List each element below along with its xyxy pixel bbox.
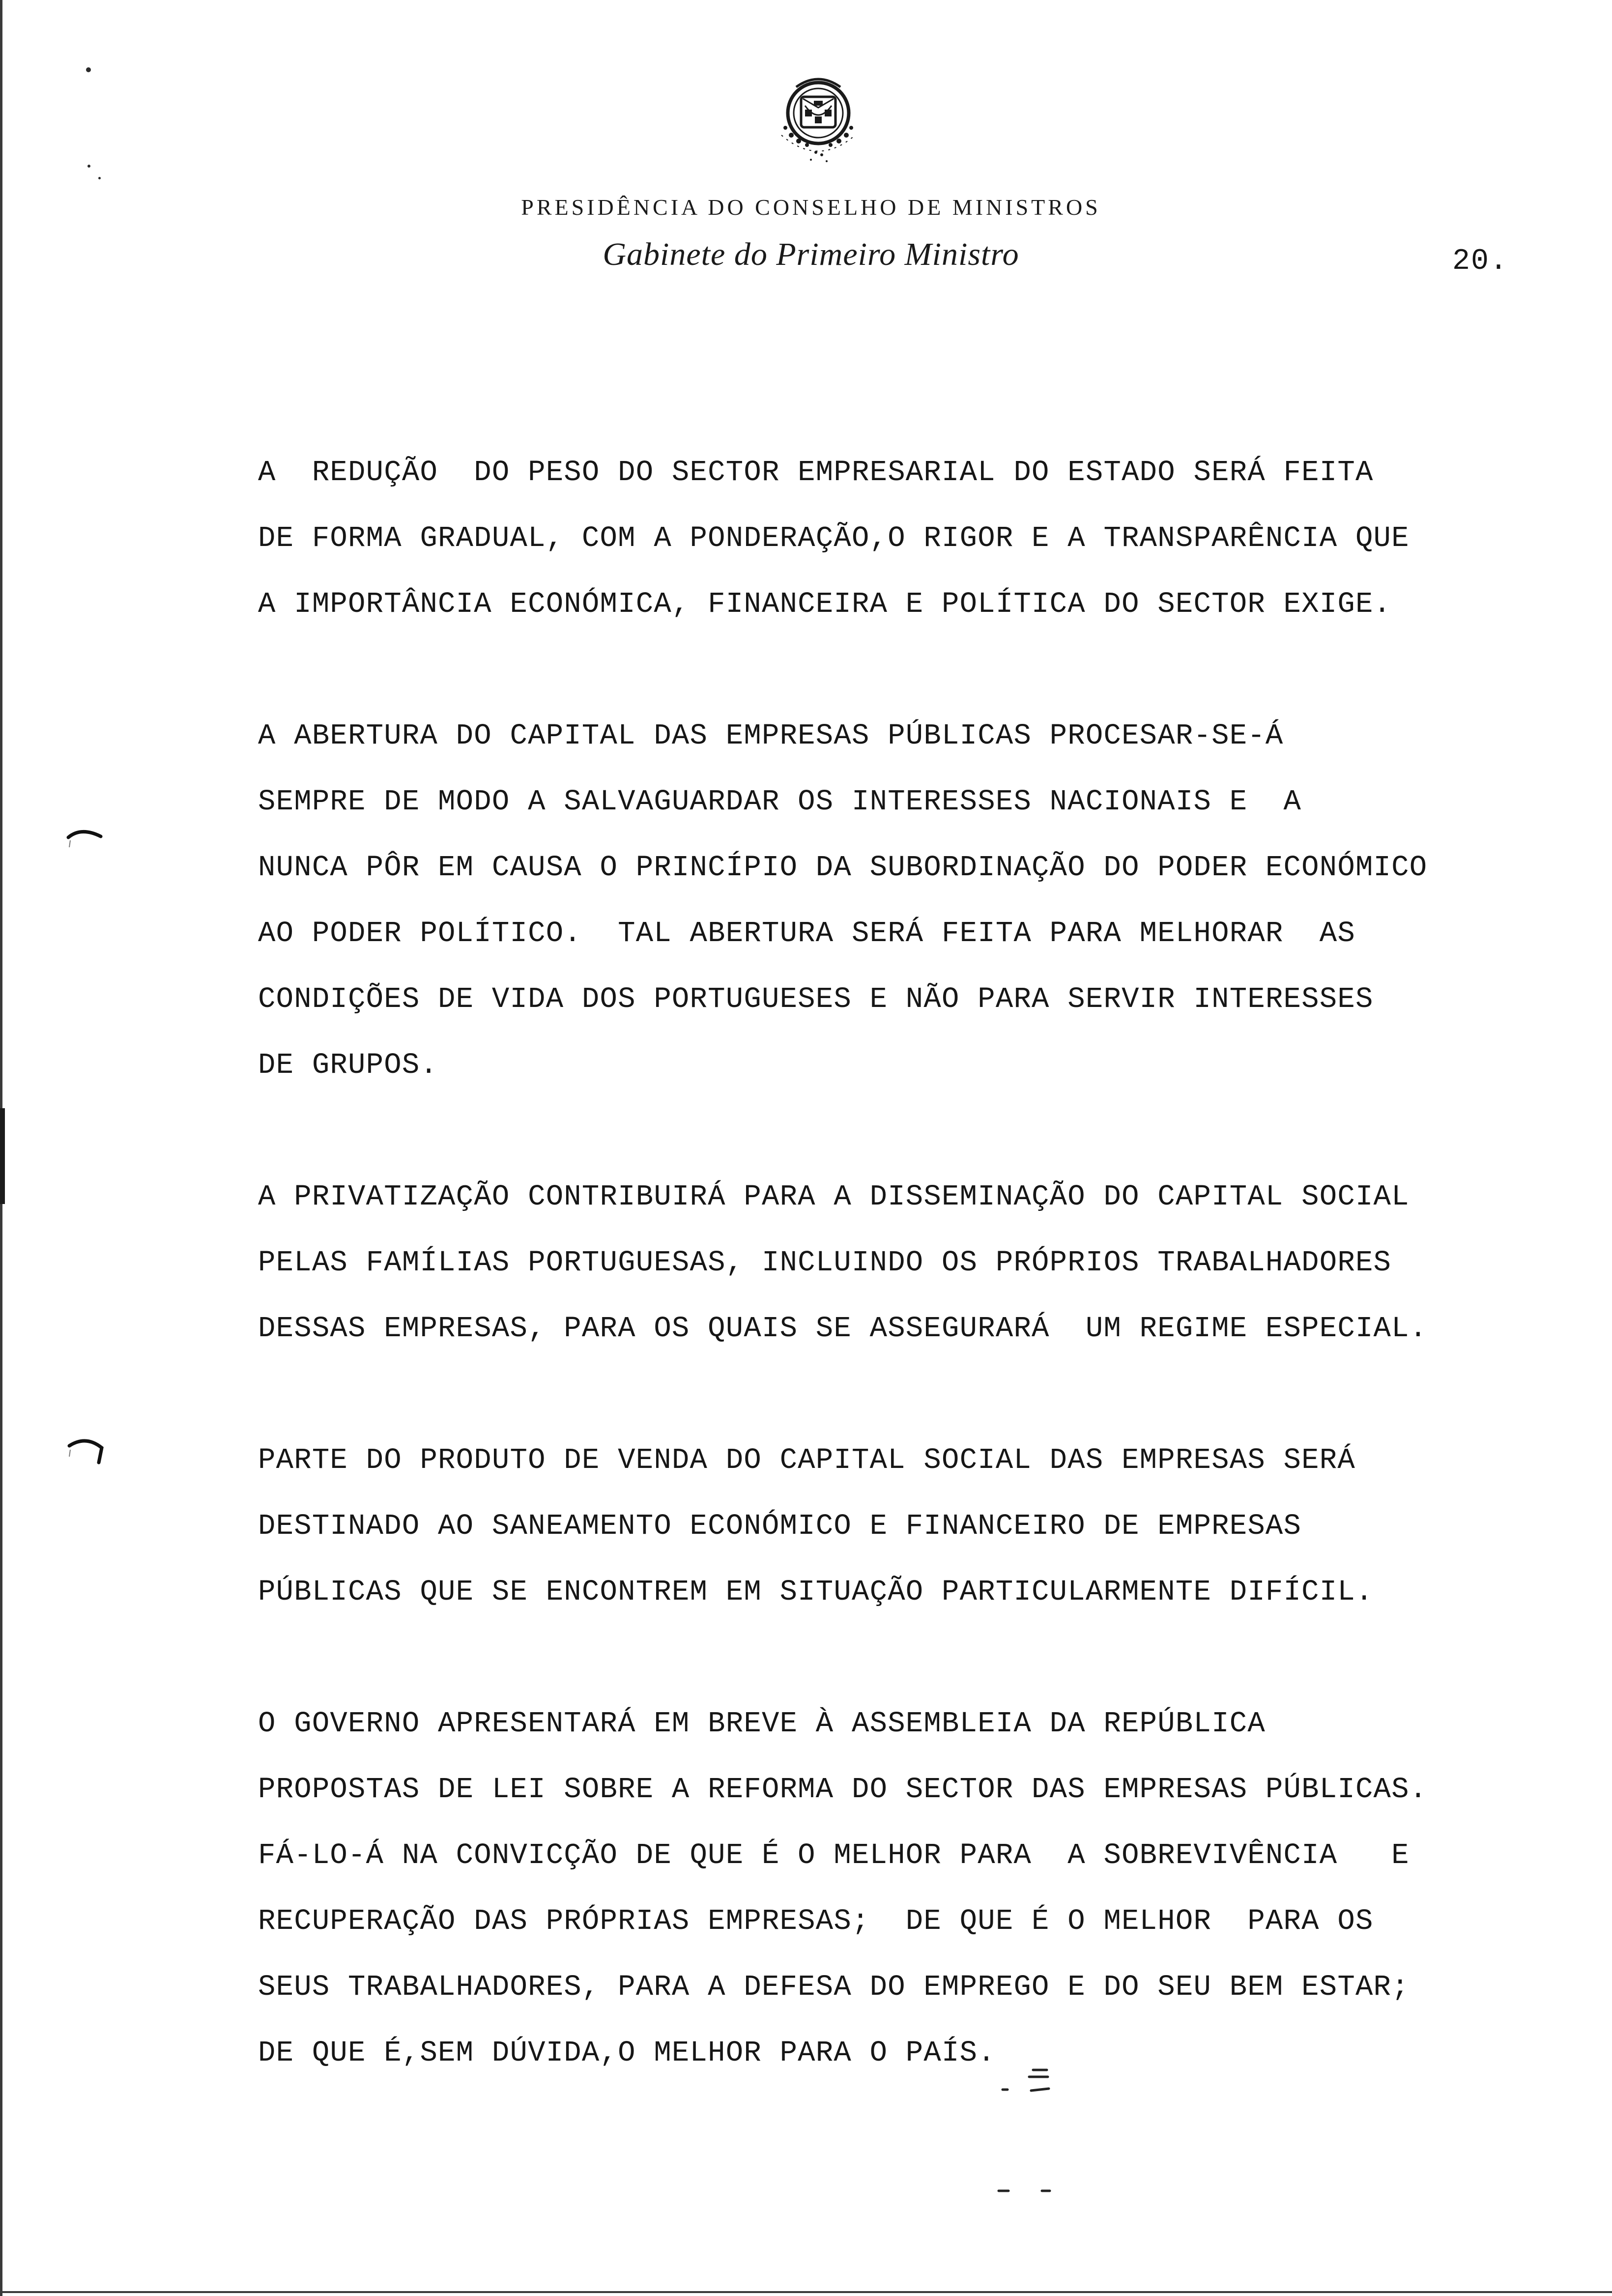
text-line: A ABERTURA DO CAPITAL DAS EMPRESAS PÚBLICAS PROCESAR-SE-Á bbox=[258, 719, 1284, 752]
text-line: RECUPERAÇÃO DAS PRÓPRIAS EMPRESAS; DE QUE É O MELHOR PARA OS bbox=[258, 1905, 1374, 1938]
text-line: FÁ-LO-Á NA CONVICÇÃO DE QUE É O MELHOR PARA A SOBREVIVÊNCIA E bbox=[258, 1839, 1410, 1872]
office-subheader: Gabinete do Primeiro Ministro bbox=[603, 236, 1019, 272]
text-line: AO PODER POLÍTICO. TAL ABERTURA SERÁ FEITA PARA MELHORAR AS bbox=[258, 917, 1355, 950]
text-line: PARTE DO PRODUTO DE VENDA DO CAPITAL SOCIAL DAS EMPRESAS SERÁ bbox=[258, 1444, 1355, 1477]
organization-header: PRESIDÊNCIA DO CONSELHO DE MINISTROS bbox=[521, 195, 1101, 220]
scan-speck bbox=[86, 67, 91, 72]
text-line: DE GRUPOS. bbox=[258, 1049, 438, 1082]
paragraph bbox=[258, 1428, 1595, 1625]
text-line: PÚBLICAS QUE SE ENCONTREM EM SITUAÇÃO PARTICULARMENTE DIFÍCIL. bbox=[258, 1576, 1374, 1608]
paragraph bbox=[258, 1164, 1595, 1362]
text-line: CONDIÇÕES DE VIDA DOS PORTUGUESES E NÃO PARA SERVIR INTERESSES bbox=[258, 983, 1374, 1016]
text-line: PELAS FAMÍLIAS PORTUGUESAS, INCLUINDO OS PRÓPRIOS TRABALHADORES bbox=[258, 1246, 1392, 1279]
paragraph bbox=[258, 703, 1595, 1098]
text-line: DE FORMA GRADUAL, COM A PONDERAÇÃO,O RIGOR E A TRANSPARÊNCIA QUE bbox=[258, 522, 1410, 555]
scan-speck bbox=[87, 165, 90, 168]
text-line: A REDUÇÃO DO PESO DO SECTOR EMPRESARIAL DO ESTADO SERÁ FEITA bbox=[258, 456, 1374, 489]
text-line: SEUS TRABALHADORES, PARA A DEFESA DO EMPREGO E DO SEU BEM ESTAR; bbox=[258, 1971, 1410, 2004]
text-line: DE QUE É,SEM DÚVIDA,O MELHOR PARA O PAÍS. bbox=[258, 2037, 996, 2069]
end-dash-marks bbox=[988, 2064, 1076, 2211]
text-line: SEMPRE DE MODO A SALVAGUARDAR OS INTERESSES NACIONAIS E A bbox=[258, 785, 1302, 818]
text-line: DESTINADO AO SANEAMENTO ECONÓMICO E FINANCEIRO DE EMPRESAS bbox=[258, 1510, 1302, 1543]
text-line: A IMPORTÂNCIA ECONÓMICA, FINANCEIRA E POLÍTICA DO SECTOR EXIGE. bbox=[258, 588, 1392, 621]
text-line: NUNCA PÔR EM CAUSA O PRINCÍPIO DA SUBORDINAÇÃO DO PODER ECONÓMICO bbox=[258, 851, 1428, 884]
text-line: O GOVERNO APRESENTARÁ EM BREVE À ASSEMBLEIA DA REPÚBLICA bbox=[258, 1707, 1266, 1740]
document-body bbox=[258, 440, 1595, 2152]
text-line: DESSAS EMPRESAS, PARA OS QUAIS SE ASSEGURARÁ UM REGIME ESPECIAL. bbox=[258, 1312, 1428, 1345]
punch-hole-mark-upper bbox=[66, 826, 106, 855]
scan-edge-mark bbox=[0, 1108, 5, 1204]
scan-bottom-edge bbox=[0, 2291, 1612, 2293]
text-line: A PRIVATIZAÇÃO CONTRIBUIRÁ PARA A DISSEMINAÇÃO DO CAPITAL SOCIAL bbox=[258, 1180, 1410, 1213]
scan-speck bbox=[98, 177, 101, 179]
paragraph bbox=[258, 440, 1595, 637]
coat-of-arms-emblem bbox=[762, 61, 875, 174]
paragraph bbox=[258, 1691, 1595, 2086]
punch-hole-mark-lower bbox=[66, 1435, 106, 1464]
text-line: PROPOSTAS DE LEI SOBRE A REFORMA DO SECTOR DAS EMPRESAS PÚBLICAS. bbox=[258, 1773, 1428, 1806]
page-number: 20. bbox=[1452, 245, 1509, 278]
